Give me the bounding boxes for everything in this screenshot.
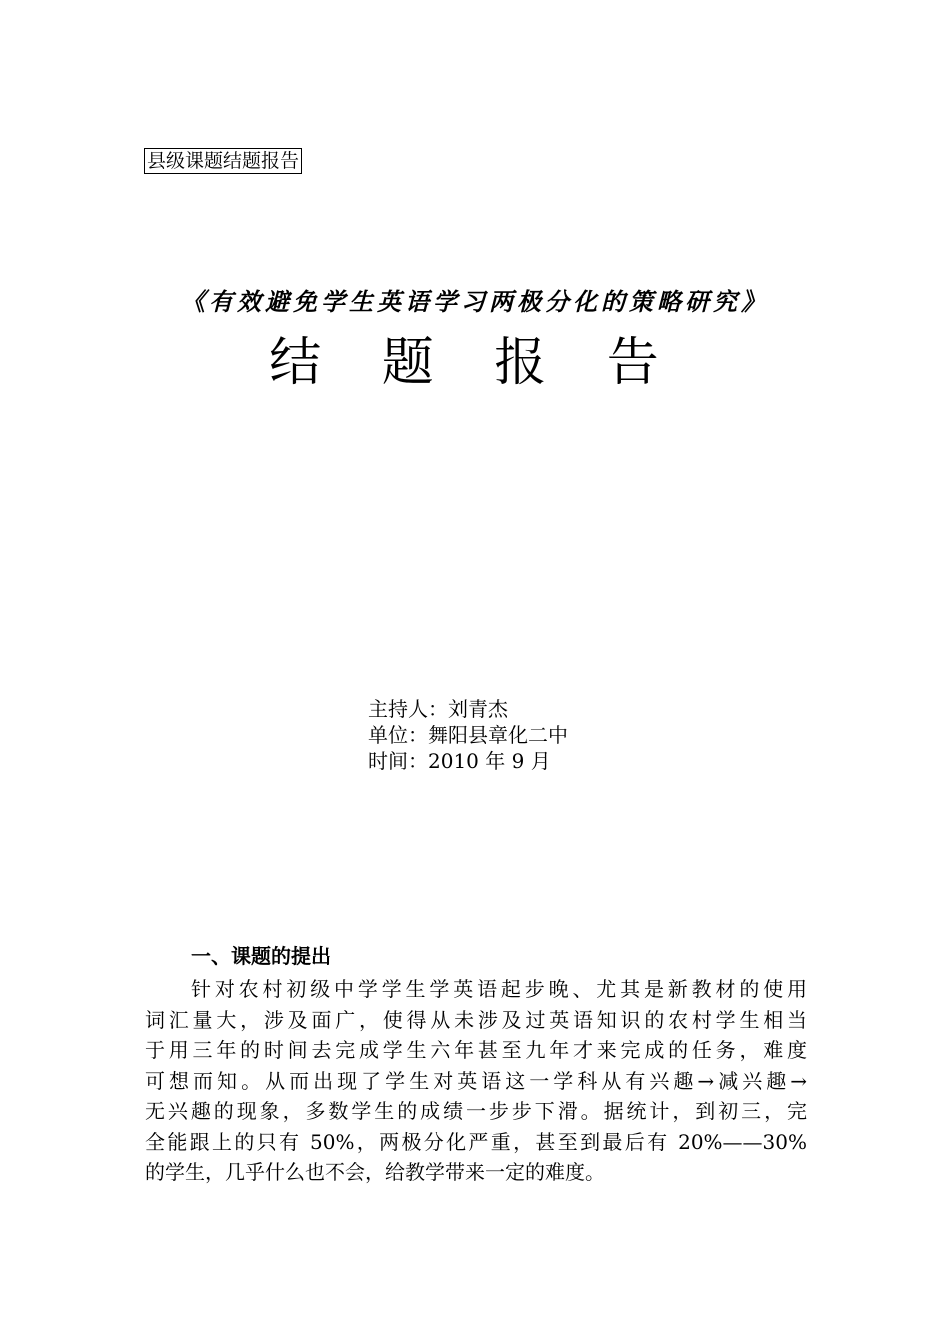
unit-line: 单位：舞阳县章化二中 — [368, 723, 568, 747]
paragraph-line: 全能跟上的只有 50%，两极分化严重，甚至到最后有 20%——30% — [145, 1129, 807, 1154]
paragraph-line: 针对农村初级中学学生学英语起步晚、尤其是新教材的使用 — [191, 977, 807, 1001]
paragraph-line: 无兴趣的现象，多数学生的成绩一步步下滑。据统计，到初三，完 — [145, 1099, 807, 1123]
page-title: 结 题 报 告 — [269, 333, 681, 393]
section-heading: 一、课题的提出 — [191, 944, 331, 968]
section-1 — [145, 938, 807, 1188]
paragraph-line: 于用三年的时间去完成学生六年甚至九年才来完成的任务，难度 — [145, 1038, 807, 1062]
report-type-label: 县级课题结题报告 — [144, 148, 302, 174]
host-line: 主持人：刘青杰 — [368, 697, 508, 721]
time-line: 时间：2010 年 9 月 — [368, 749, 551, 773]
paragraph-line: 的学生，几乎什么也不会，给教学带来一定的难度。 — [145, 1160, 605, 1184]
report-meta — [368, 696, 568, 774]
paragraph-line: 词汇量大，涉及面广，使得从未涉及过英语知识的农村学生相当 — [145, 1007, 807, 1032]
paragraph-line: 可想而知。从而出现了学生对英语这一学科从有兴趣→减兴趣→ — [145, 1068, 807, 1093]
research-title: 《有效避免学生英语学习两极分化的策略研究》 — [181, 287, 769, 316]
